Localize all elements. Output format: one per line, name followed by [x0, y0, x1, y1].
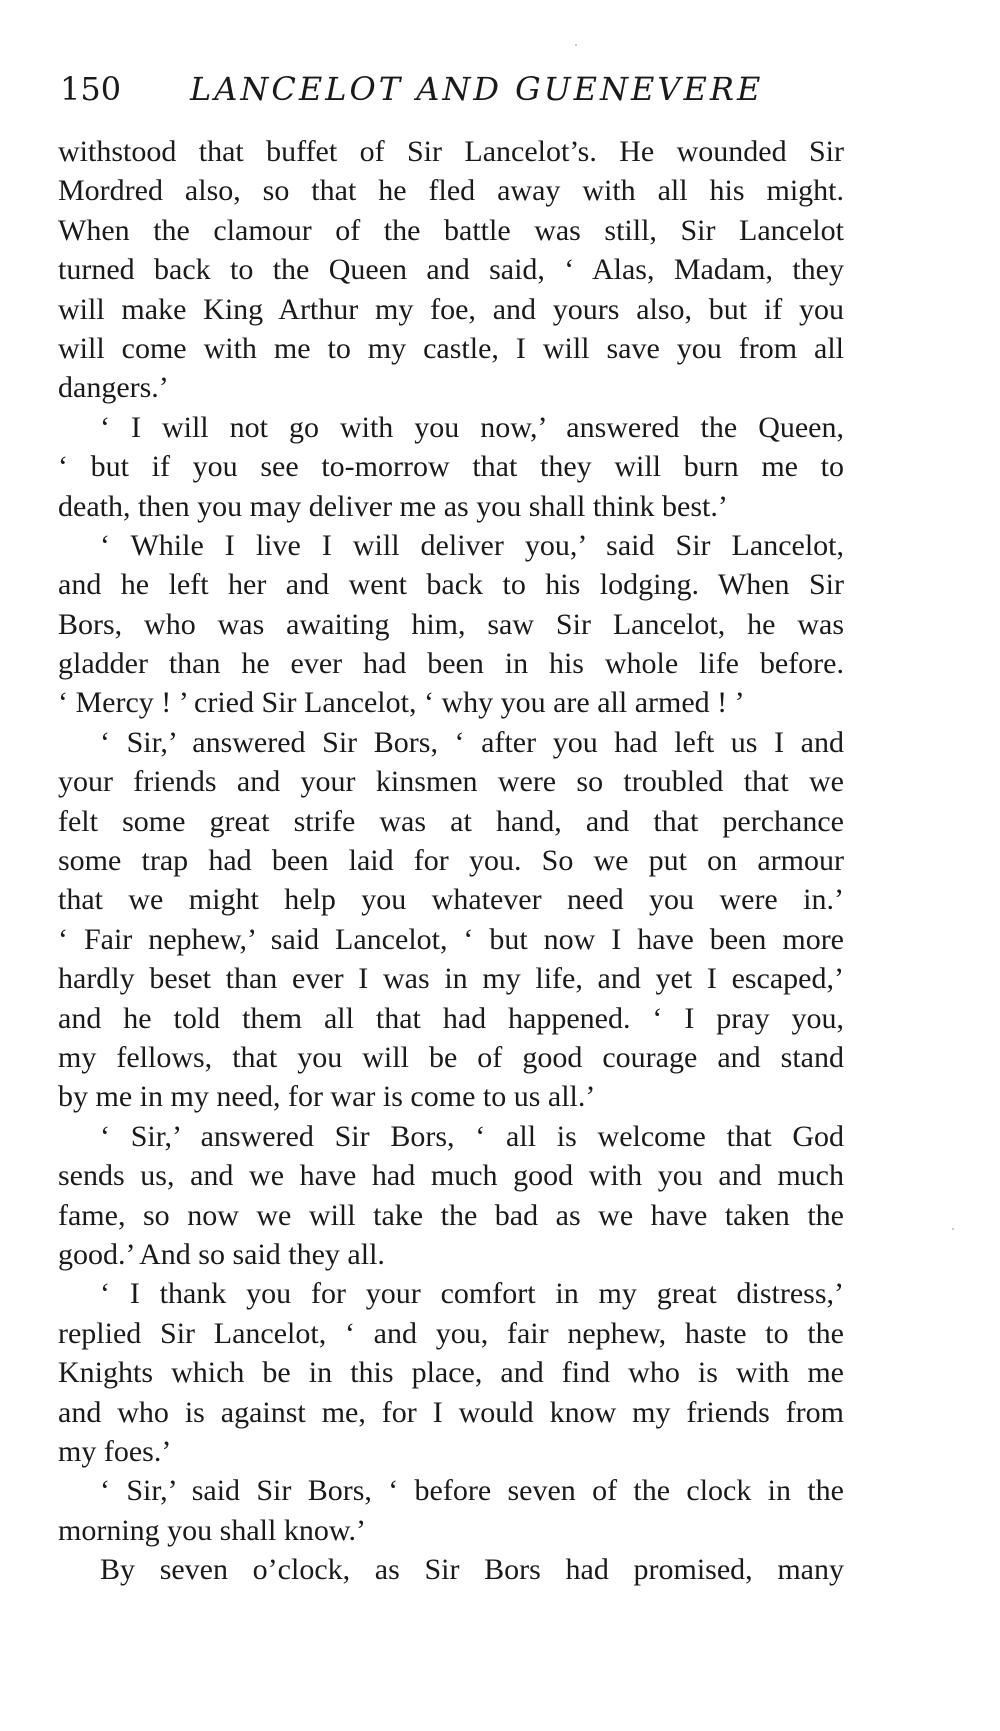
body-text	[58, 132, 844, 1589]
text-line: Mordred also, so that he fled away with all his might.	[58, 174, 844, 208]
text-line: By seven o’clock, as Sir Bors had promised, many	[100, 1553, 844, 1587]
text-line: When the clamour of the battle was still, Sir Lancelot	[58, 213, 844, 247]
text-line: your friends and your kinsmen were so troubled that we	[58, 765, 844, 799]
text-line: Knights which be in this place, and find who is with me	[58, 1356, 844, 1390]
text-line: some trap had been laid for you. So we put on armour	[58, 844, 844, 878]
text-line: ‘ Sir,’ answered Sir Bors, ‘ after you had left us I and	[100, 725, 844, 759]
text-line: ‘ While I live I will deliver you,’ said Sir Lancelot,	[100, 528, 844, 562]
text-line: death, then you may deliver me as you shall think best.’	[58, 489, 728, 523]
text-line: and who is against me, for I would know my friends from	[58, 1395, 844, 1429]
text-line: replied Sir Lancelot, ‘ and you, fair nephew, haste to the	[58, 1316, 844, 1350]
text-line: will make King Arthur my foe, and yours also, but if you	[58, 292, 844, 326]
page-number: 150	[60, 70, 122, 108]
text-line: ‘ but if you see to-morrow that they will burn me to	[58, 450, 844, 484]
text-line: fame, so now we will take the bad as we have taken the	[58, 1198, 844, 1232]
paper-speck	[575, 44, 577, 46]
text-line: good.’ And so said they all.	[58, 1237, 385, 1271]
running-head: LANCELOT AND GUENEVERE	[190, 70, 764, 108]
text-line: ‘ Mercy ! ’ cried Sir Lancelot, ‘ why you are all armed ! ’	[58, 686, 745, 720]
text-line: sends us, and we have had much good with you and much	[58, 1159, 844, 1193]
text-line: by me in my need, for war is come to us all.’	[58, 1080, 596, 1114]
text-line: withstood that buffet of Sir Lancelot’s. He wounded Sir	[58, 135, 844, 168]
text-line: ‘ I thank you for your comfort in my great distress,’	[100, 1277, 844, 1311]
text-line: my foes.’	[58, 1434, 172, 1468]
text-line: Bors, who was awaiting him, saw Sir Lancelot, he was	[58, 607, 844, 641]
text-line: ‘ I will not go with you now,’ answered the Queen,	[100, 410, 844, 444]
text-line: dangers.’	[58, 371, 169, 405]
paper-speck	[952, 1228, 954, 1230]
text-line: will come with me to my castle, I will save you from all	[58, 331, 844, 365]
text-line: ‘ Sir,’ said Sir Bors, ‘ before seven of the clock in the	[100, 1474, 844, 1508]
text-line: gladder than he ever had been in his whole life before.	[58, 647, 844, 681]
text-line: felt some great strife was at hand, and that perchance	[58, 804, 844, 838]
text-line: ‘ Fair nephew,’ said Lancelot, ‘ but now I have been more	[58, 922, 844, 956]
text-line: morning you shall know.’	[58, 1513, 367, 1547]
text-line: and he told them all that had happened. ‘ I pray you,	[58, 1001, 844, 1035]
text-line: that we might help you whatever need you were in.’	[58, 883, 844, 917]
page-header	[60, 66, 840, 112]
text-line: turned back to the Queen and said, ‘ Alas, Madam, they	[58, 253, 844, 287]
text-line: and he left her and went back to his lodging. When Sir	[58, 568, 844, 602]
text-line: ‘ Sir,’ answered Sir Bors, ‘ all is welcome that God	[100, 1119, 844, 1153]
text-line: my fellows, that you will be of good courage and stand	[58, 1040, 844, 1074]
text-line: hardly beset than ever I was in my life, and yet I escaped,’	[58, 962, 844, 996]
